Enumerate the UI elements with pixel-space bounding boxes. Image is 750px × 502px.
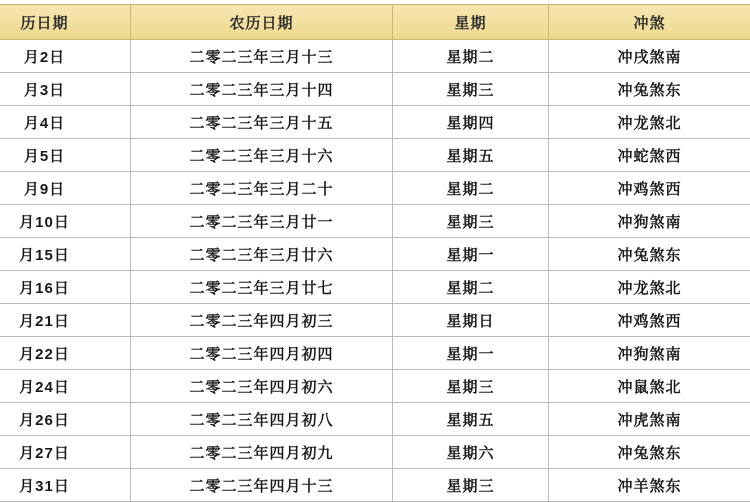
cell-chongsha: 冲狗煞南 xyxy=(549,205,750,238)
cell-weekday: 星期一 xyxy=(393,238,549,271)
cell-chongsha: 冲羊煞东 xyxy=(549,469,750,502)
cell-lunar-date: 二零二三年四月初六 xyxy=(131,370,393,403)
cell-weekday: 星期五 xyxy=(393,139,549,172)
table-row xyxy=(0,73,750,106)
cell-lunar-date: 二零二三年三月十三 xyxy=(131,40,393,73)
cell-chongsha: 冲龙煞北 xyxy=(549,271,750,304)
cell-solar-date: 月16日 xyxy=(0,271,131,304)
table-row xyxy=(0,40,750,73)
cell-solar-date: 月2日 xyxy=(0,40,131,73)
cell-lunar-date: 二零二三年三月十四 xyxy=(131,73,393,106)
cell-solar-date: 月31日 xyxy=(0,469,131,502)
cell-solar-date: 月4日 xyxy=(0,106,131,139)
table-row xyxy=(0,172,750,205)
column-header-weekday: 星期 xyxy=(393,5,549,40)
cell-solar-date: 月21日 xyxy=(0,304,131,337)
cell-solar-date: 月27日 xyxy=(0,436,131,469)
cell-weekday: 星期二 xyxy=(393,271,549,304)
cell-lunar-date: 二零二三年三月廿一 xyxy=(131,205,393,238)
cell-weekday: 星期三 xyxy=(393,205,549,238)
table-row xyxy=(0,337,750,370)
cell-lunar-date: 二零二三年四月初八 xyxy=(131,403,393,436)
cell-solar-date: 月9日 xyxy=(0,172,131,205)
column-header-chongsha: 冲煞 xyxy=(549,5,750,40)
table-row xyxy=(0,139,750,172)
cell-chongsha: 冲鸡煞西 xyxy=(549,304,750,337)
cell-lunar-date: 二零二三年四月十三 xyxy=(131,469,393,502)
cell-solar-date: 月10日 xyxy=(0,205,131,238)
cell-lunar-date: 二零二三年四月初三 xyxy=(131,304,393,337)
cell-weekday: 星期六 xyxy=(393,436,549,469)
cell-solar-date: 月3日 xyxy=(0,73,131,106)
cell-weekday: 星期四 xyxy=(393,106,549,139)
table-header-row xyxy=(0,5,750,40)
cell-solar-date: 月26日 xyxy=(0,403,131,436)
cell-weekday: 星期三 xyxy=(393,73,549,106)
cell-weekday: 星期日 xyxy=(393,304,549,337)
column-header-lunar-date: 农历日期 xyxy=(131,5,393,40)
table-header xyxy=(0,5,750,40)
table-row xyxy=(0,106,750,139)
cell-lunar-date: 二零二三年三月廿七 xyxy=(131,271,393,304)
cell-solar-date: 月24日 xyxy=(0,370,131,403)
cell-lunar-date: 二零二三年四月初九 xyxy=(131,436,393,469)
cell-solar-date: 月15日 xyxy=(0,238,131,271)
cell-weekday: 星期五 xyxy=(393,403,549,436)
table-row xyxy=(0,304,750,337)
cell-weekday: 星期三 xyxy=(393,469,549,502)
cell-weekday: 星期一 xyxy=(393,337,549,370)
cell-chongsha: 冲兔煞东 xyxy=(549,73,750,106)
cell-chongsha: 冲鼠煞北 xyxy=(549,370,750,403)
cell-lunar-date: 二零二三年四月初四 xyxy=(131,337,393,370)
table-row xyxy=(0,436,750,469)
table-row xyxy=(0,205,750,238)
cell-chongsha: 冲鸡煞西 xyxy=(549,172,750,205)
cell-lunar-date: 二零二三年三月廿六 xyxy=(131,238,393,271)
cell-chongsha: 冲兔煞东 xyxy=(549,238,750,271)
cell-chongsha: 冲虎煞南 xyxy=(549,403,750,436)
cell-weekday: 星期二 xyxy=(393,172,549,205)
table-row xyxy=(0,238,750,271)
cell-chongsha: 冲龙煞北 xyxy=(549,106,750,139)
cell-chongsha: 冲兔煞东 xyxy=(549,436,750,469)
cell-chongsha: 冲蛇煞西 xyxy=(549,139,750,172)
cell-solar-date: 月5日 xyxy=(0,139,131,172)
table-row xyxy=(0,403,750,436)
table-row xyxy=(0,271,750,304)
column-header-solar-date: 历日期 xyxy=(0,5,131,40)
cell-chongsha: 冲戌煞南 xyxy=(549,40,750,73)
table-body xyxy=(0,40,750,502)
cell-chongsha: 冲狗煞南 xyxy=(549,337,750,370)
cell-weekday: 星期三 xyxy=(393,370,549,403)
cell-lunar-date: 二零二三年三月二十 xyxy=(131,172,393,205)
table-row xyxy=(0,469,750,502)
cell-weekday: 星期二 xyxy=(393,40,549,73)
almanac-table xyxy=(0,4,750,502)
cell-solar-date: 月22日 xyxy=(0,337,131,370)
table-row xyxy=(0,370,750,403)
cell-lunar-date: 二零二三年三月十五 xyxy=(131,106,393,139)
cell-lunar-date: 二零二三年三月十六 xyxy=(131,139,393,172)
